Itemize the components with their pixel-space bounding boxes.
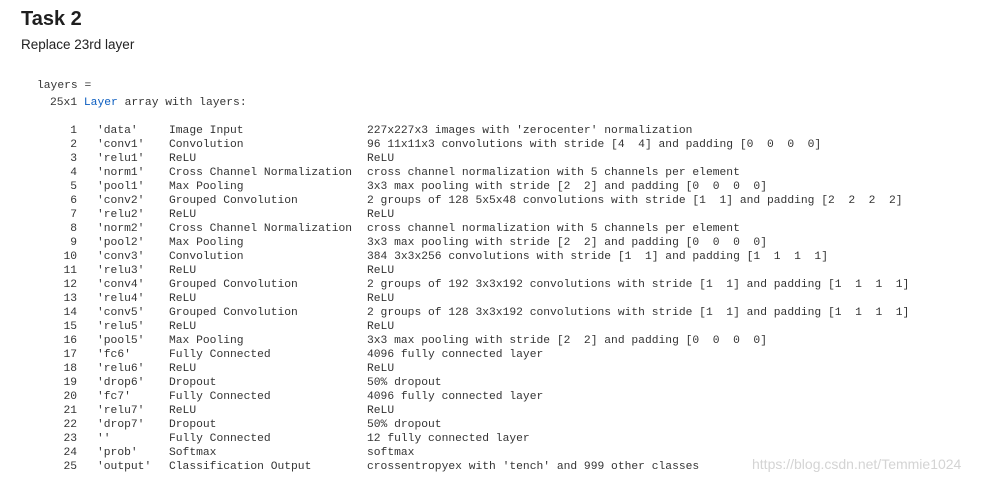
layer-row — [40, 404, 909, 418]
layer-description: 2 groups of 128 3x3x192 convolutions with stride [1 1] and padding [1 1 1 1] — [367, 307, 910, 319]
layer-row — [40, 152, 909, 166]
layer-row — [40, 264, 909, 278]
layer-name: 'norm2' — [97, 223, 145, 235]
layer-name: 'relu7' — [97, 405, 145, 417]
layer-name: 'norm1' — [97, 167, 145, 179]
layer-index: 6 — [70, 195, 77, 207]
layer-type: Fully Connected — [169, 349, 271, 361]
layer-description: 96 11x11x3 convolutions with stride [4 4] and padding [0 0 0 0] — [367, 139, 822, 151]
layer-index: 25 — [63, 461, 77, 473]
layer-row — [40, 236, 909, 250]
layer-index: 7 — [70, 209, 77, 221]
layer-index: 5 — [70, 181, 77, 193]
layer-row — [40, 432, 909, 446]
layer-name: 'relu2' — [97, 209, 145, 221]
layer-type: ReLU — [169, 209, 197, 221]
array-summary-line — [50, 96, 247, 110]
layer-name: 'output' — [97, 461, 152, 473]
layer-row — [40, 138, 909, 152]
layer-name: 'relu3' — [97, 265, 145, 277]
layer-description: ReLU — [367, 363, 395, 375]
layer-type: Fully Connected — [169, 391, 271, 403]
layer-type: Max Pooling — [169, 335, 244, 347]
layer-index: 23 — [63, 433, 77, 445]
layer-row — [40, 376, 909, 390]
layer-description: 2 groups of 192 3x3x192 convolutions with stride [1 1] and padding [1 1 1 1] — [367, 279, 910, 291]
layer-description: 4096 fully connected layer — [367, 349, 544, 361]
layer-index: 10 — [63, 251, 77, 263]
layer-row — [40, 222, 909, 236]
layer-index: 18 — [63, 363, 77, 375]
layer-type: Fully Connected — [169, 433, 271, 445]
layer-description: 2 groups of 128 5x5x48 convolutions with stride [1 1] and padding [2 2 2 2] — [367, 195, 903, 207]
layer-row — [40, 166, 909, 180]
layer-name: 'conv4' — [97, 279, 145, 291]
layer-type: Cross Channel Normalization — [169, 223, 353, 235]
layer-doc-link[interactable]: Layer — [83, 97, 118, 109]
layer-type: ReLU — [169, 405, 197, 417]
layer-type: Dropout — [169, 377, 217, 389]
layer-name: '' — [97, 433, 111, 445]
layer-type: Max Pooling — [169, 237, 244, 249]
layer-type: ReLU — [169, 363, 197, 375]
layer-type: ReLU — [169, 321, 197, 333]
layer-row — [40, 250, 909, 264]
variable-name-line: layers = — [37, 80, 92, 92]
layer-description: ReLU — [367, 405, 395, 417]
layer-index: 17 — [63, 349, 77, 361]
layer-description: ReLU — [367, 209, 395, 221]
layer-description: cross channel normalization with 5 channels per element — [367, 223, 740, 235]
layer-row — [40, 208, 909, 222]
layer-description: 3x3 max pooling with stride [2 2] and padding [0 0 0 0] — [367, 237, 767, 249]
layer-description: softmax — [367, 447, 415, 459]
layer-type: ReLU — [169, 153, 197, 165]
layer-index: 21 — [63, 405, 77, 417]
layer-name: 'relu4' — [97, 293, 145, 305]
layer-type: Grouped Convolution — [169, 279, 298, 291]
layer-name: 'data' — [97, 125, 138, 137]
layer-name: 'fc7' — [97, 391, 131, 403]
layer-row — [40, 334, 909, 348]
layer-description: 3x3 max pooling with stride [2 2] and padding [0 0 0 0] — [367, 335, 767, 347]
layer-name: 'pool5' — [97, 335, 145, 347]
layer-type: Convolution — [169, 251, 244, 263]
layer-name: 'conv1' — [97, 139, 145, 151]
layer-row — [40, 278, 909, 292]
layer-index: 22 — [63, 419, 77, 431]
layer-description: ReLU — [367, 153, 395, 165]
layer-index: 1 — [70, 125, 77, 137]
layer-index: 4 — [70, 167, 77, 179]
layer-description: 384 3x3x256 convolutions with stride [1 1] and padding [1 1 1 1] — [367, 251, 828, 263]
layer-description: 50% dropout — [367, 377, 442, 389]
layer-name: 'relu6' — [97, 363, 145, 375]
layer-type: Grouped Convolution — [169, 307, 298, 319]
layer-index: 9 — [70, 237, 77, 249]
layer-description: crossentropyex with 'tench' and 999 other classes — [367, 461, 700, 473]
layer-name: 'pool2' — [97, 237, 145, 249]
layer-row — [40, 180, 909, 194]
layer-description: 3x3 max pooling with stride [2 2] and padding [0 0 0 0] — [367, 181, 767, 193]
layer-row — [40, 194, 909, 208]
layer-row — [40, 348, 909, 362]
array-size-text: 25x1 — [50, 97, 84, 109]
layer-row — [40, 124, 909, 138]
layer-name: 'relu1' — [97, 153, 145, 165]
layer-description: 12 fully connected layer — [367, 433, 530, 445]
layer-name: 'conv5' — [97, 307, 145, 319]
array-suffix-text: array with layers: — [117, 97, 247, 109]
layer-index: 8 — [70, 223, 77, 235]
layer-table — [40, 124, 909, 474]
layer-index: 14 — [63, 307, 77, 319]
layer-type: Cross Channel Normalization — [169, 167, 353, 179]
layer-index: 11 — [63, 265, 77, 277]
layer-row — [40, 390, 909, 404]
layer-index: 12 — [63, 279, 77, 291]
layer-name: 'relu5' — [97, 321, 145, 333]
layer-name: 'fc6' — [97, 349, 131, 361]
watermark: https://blog.csdn.net/Temmie1024 — [752, 456, 962, 472]
layer-name: 'conv2' — [97, 195, 145, 207]
layer-index: 2 — [70, 139, 77, 151]
layer-type: ReLU — [169, 293, 197, 305]
layer-name: 'conv3' — [97, 251, 145, 263]
layer-index: 16 — [63, 335, 77, 347]
layer-description: ReLU — [367, 321, 395, 333]
layer-type: ReLU — [169, 265, 197, 277]
task-title: Task 2 — [21, 8, 82, 30]
layer-description: 4096 fully connected layer — [367, 391, 544, 403]
layer-table-body — [40, 124, 909, 474]
task-subtitle: Replace 23rd layer — [21, 37, 135, 52]
layer-name: 'drop7' — [97, 419, 145, 431]
layer-name: 'prob' — [97, 447, 138, 459]
layer-row — [40, 292, 909, 306]
layer-description: 50% dropout — [367, 419, 442, 431]
layer-index: 3 — [70, 153, 77, 165]
layer-index: 20 — [63, 391, 77, 403]
layer-row — [40, 306, 909, 320]
layer-type: Image Input — [169, 125, 244, 137]
layer-type: Softmax — [169, 447, 217, 459]
layer-type: Max Pooling — [169, 181, 244, 193]
layer-index: 19 — [63, 377, 77, 389]
layer-description: ReLU — [367, 265, 395, 277]
layer-type: Grouped Convolution — [169, 195, 298, 207]
layer-index: 13 — [63, 293, 77, 305]
layer-index: 15 — [63, 321, 77, 333]
layer-type: Convolution — [169, 139, 244, 151]
layer-type: Classification Output — [169, 461, 312, 473]
layer-row — [40, 418, 909, 432]
layer-description: 227x227x3 images with 'zerocenter' normalization — [367, 125, 693, 137]
layer-name: 'pool1' — [97, 181, 145, 193]
layer-description: ReLU — [367, 293, 395, 305]
layer-row — [40, 362, 909, 376]
layer-index: 24 — [63, 447, 77, 459]
layer-name: 'drop6' — [97, 377, 145, 389]
layer-type: Dropout — [169, 419, 217, 431]
layer-row — [40, 320, 909, 334]
layer-description: cross channel normalization with 5 channels per element — [367, 167, 740, 179]
